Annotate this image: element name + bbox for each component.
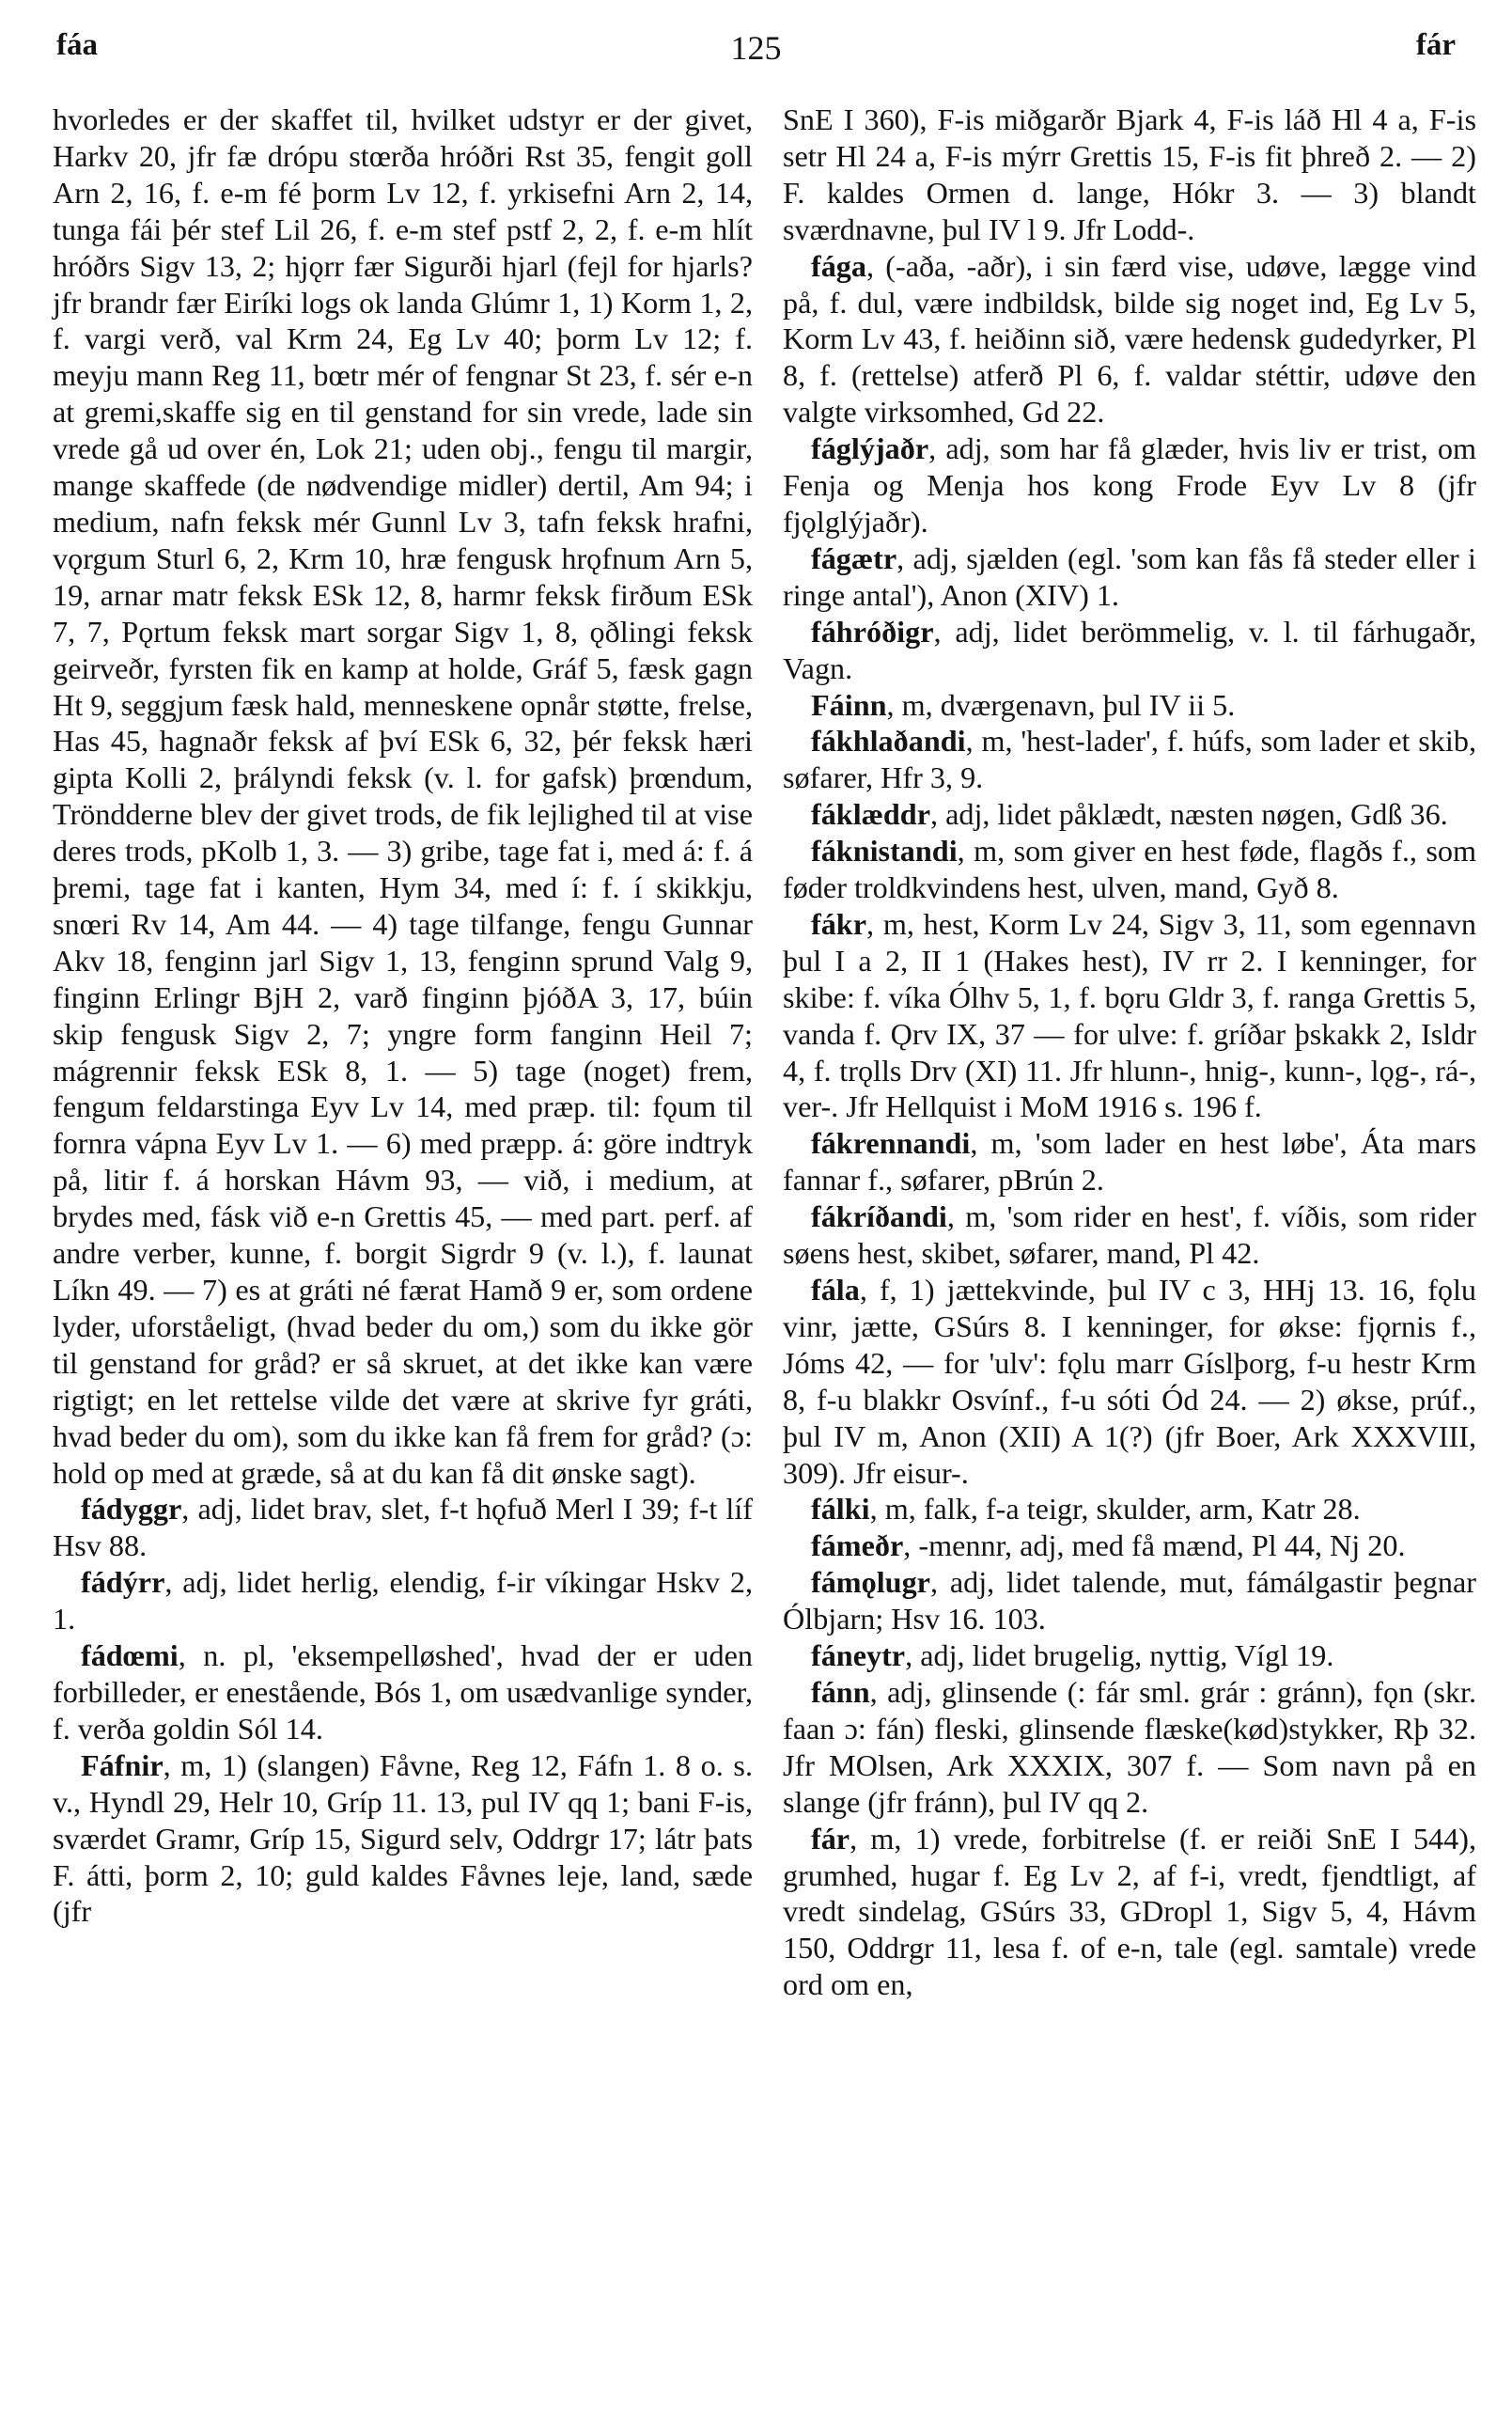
left-guide-word: fáa bbox=[56, 28, 98, 62]
entry-paragraph: Fáfnir, m, 1) (slangen) Fåvne, Reg 12, Fáfn 1. 8 o. s. v., Hyndl 29, Helr 10, Gríp 11. 13, pul IV qq 1; bani F-is, sværdet Gramr, Gríp 15, Sigurd selv, Oddrgr 17; látr þats F. átti, þorm 2, 10; guld kaldes Fåvnes leje, land, sæde (jfr bbox=[53, 1747, 753, 1929]
entry-paragraph: fágætr, adj, sjælden (egl. 'som kan fås få steder eller i ringe antal'), Anon (XIV) 1. bbox=[783, 540, 1476, 612]
entry-paragraph: fáhróðigr, adj, lidet berömmelig, v. l. til fárhugaðr, Vagn. bbox=[783, 614, 1476, 685]
headword: fár bbox=[811, 1821, 850, 1855]
entry-paragraph: fámeðr, -mennr, adj, med få mænd, Pl 44, Nj 20. bbox=[811, 1528, 1406, 1563]
entry-paragraph: hvorledes er der skaffet til, hvilket udstyr er der givet, Harkv 20, jfr fæ drópu stœrða hróðri Rst 35, fengit goll Arn 2, 16, f. e-m fé þorm Lv 12, f. yrkisefni Arn 2, 14, tunga fái þér stef Lil 26, f. e-m stef pstf 2, 2, f. e-m hlít hróðrs Sigv 13, 2; hjǫrr fær Sigurði hjarl (fejl for hjarls? jfr brandr fær Eiríki logs ok landa Glúmr 1, 1) Korm 1, 2, f. vargi verð, val Krm 24, Eg Lv 40; þorm Lv 12; f. meyju mann Reg 11, bœtr mér of fengnar St 23, f. sér e-n at gremi,skaffe sig en til genstand for sin vrede, lade sin vrede gå ud over én, Lok 21; uden obj., fengu til margir, mange skaffede (de nødvendige midler) dertil, Am 94; i medium, nafn feksk mér Gunnl Lv 3, tafn feksk hrafni, vǫrgum Sturl 6, 2, Krm 10, hræ fengusk hrǫfnum Arn 5, 19, arnar matr feksk ESk 12, 8, harmr feksk firðum ESk 7, 7, Pǫrtum feksk mart sorgar Sigv 1, 8, ǫðlingi feksk geirveðr, fyrsten fik en kamp at holde, Gráf 5, fæsk gagn Ht 9, seggjum fæsk hald, menneskene opnår støtte, frelse, Has 45, hagnaðr feksk af því ESk 6, 32, þér feksk hæri gipta Kolli 2, þrályndi feksk (v. l. for gafsk) þrœndum, Tröndderne blev der givet trods, de fik lejlighed til at vise deres trods, pKolb 1, 3. — 3) gribe, tage fat i, med á: f. á þremi, tage fat i kanten, Hym 34, med í: f. í skikkju, snœri Rv 14, Am 44. — 4) tage tilfange, fengu Gunnar Akv 18, fenginn jarl Sigv 1, 13, fenginn sprund Valg 9, finginn Erlingr BjH 2, varð finginn þjóðA 3, 17, búin skip fengusk Sigv 2, 7; yngre form fanginn Heil 7; mágrennir feksk ESk 8, 1. — 5) tage (noget) frem, fengum feldarstinga Eyv Lv 14, med præp. til: fǫum til fornra vápna Eyv Lv 1. — 6) med præpp. á: göre indtryk på, litir f. á horskan Hávm 93, — við, i medium, at brydes med, fásk við e-n Grettis 45, — med part. perf. af andre verber, kunne, f. borgit Sigrdr 9 (v. l.), f. launat Líkn 49. — 7) es at gráti né færat Hamð 9 er, som ordene lyder, uforståeligt, (hvad beder du om,) som du ikke gör til genstand for gråd? er så skruet, at det ikke kan være rigtigt; en let rettelse vilde det være at skrive fyr gráti, hvad beder du om), som du ikke kan få frem for gråd? (ɔ: hold op med at græde, så at du kan få dit ønske sagt). bbox=[53, 102, 753, 1490]
entry-paragraph: fákr, m, hest, Korm Lv 24, Sigv 3, 11, som egennavn þul I a 2, II 1 (Hakes hest), IV rr 2. I kenninger, for skibe: f. víka Ólhv 5, 1, f. bǫru Gldr 3, f. ranga Grettis 5, vanda f. Ǫrv IX, 37 — for ulve: f. gríðar þskakk 2, Isldr 4, f. trǫlls Drv (XI) 11. Jfr hlunn-, hnig-, kunn-, lǫg-, rá-, ver-. Jfr Hellquist i MoM 1916 s. 196 f. bbox=[783, 906, 1476, 1124]
entry-paragraph: fákrennandi, m, 'som lader en hest løbe', Áta mars fannar f., søfarer, pBrún 2. bbox=[783, 1126, 1476, 1198]
entry-paragraph: fánn, adj, glinsende (: fár sml. grár : gránn), fǫn (skr. faan ɔ: fán) fleski, glinsende flæske(kød)stykker, Rþ 32. Jfr MOlsen, Ark XXXIX, 307 f. — Som navn på en slange (jfr fránn), þul IV qq 2. bbox=[783, 1674, 1476, 1819]
entry-paragraph: fálki, m, falk, f-a teigr, skulder, arm, Katr 28. bbox=[811, 1492, 1361, 1527]
headword: fákríðandi bbox=[811, 1199, 947, 1234]
headword: fálki bbox=[811, 1492, 870, 1527]
headword: fáknistandi bbox=[811, 834, 958, 869]
entry-paragraph: fága, (-aða, -aðr), i sin færd vise, udøve, lægge vind på, f. dul, være indbildsk, bilde sig noget ind, Eg Lv 5, Korm Lv 43, f. heiðinn sið, være hedensk gudedyrker, Pl 8, f. (rettelse) atferð Pl 6, f. valdar stéttir, udøve den valgte virksomhed, Gd 22. bbox=[783, 248, 1476, 430]
headword: fágætr bbox=[811, 540, 897, 575]
headword: fáglýjaðr bbox=[811, 431, 929, 466]
entry-paragraph: Fáinn, m, dværgenavn, þul IV ii 5. bbox=[811, 687, 1236, 722]
headword: fámǫlugr bbox=[811, 1565, 930, 1600]
left-column bbox=[53, 102, 753, 1930]
right-guide-word: fár bbox=[1415, 28, 1456, 62]
entry-paragraph: fáneytr, adj, lidet brugelig, nyttig, Vígl 19. bbox=[811, 1638, 1334, 1673]
headword: fánn bbox=[811, 1674, 870, 1709]
headword: fáhróðigr bbox=[811, 614, 934, 649]
entry-paragraph: fádýrr, adj, lidet herlig, elendig, f-ir víkingar Hskv 2, 1. bbox=[53, 1565, 753, 1636]
entry-paragraph: fádyggr, adj, lidet brav, slet, f-t hǫfuð Merl I 39; f-t líf Hsv 88. bbox=[53, 1492, 753, 1563]
entry-paragraph: fádœmi, n. pl, 'eksempelløshed', hvad der er uden forbilleder, er enestående, Bós 1, om usædvanlige synder, f. verða goldin Sól 14. bbox=[53, 1638, 753, 1746]
headword: fádýrr bbox=[81, 1565, 165, 1600]
headword: fákhlaðandi bbox=[811, 724, 966, 759]
headword: fámeðr bbox=[811, 1528, 904, 1563]
entry-paragraph: fákríðandi, m, 'som rider en hest', f. víðis, som rider søens hest, skibet, søfarer, mand, Pl 42. bbox=[783, 1199, 1476, 1271]
headword: fáklæddr bbox=[811, 797, 930, 832]
headword: fákr bbox=[811, 906, 866, 941]
right-column bbox=[783, 102, 1476, 2003]
headword: Fáinn bbox=[811, 687, 887, 722]
headword: fádœmi bbox=[81, 1638, 179, 1673]
headword: fáneytr bbox=[811, 1638, 906, 1673]
headword: fádyggr bbox=[81, 1492, 182, 1527]
entry-paragraph: SnE I 360), F-is miðgarðr Bjark 4, F-is láð Hl 4 a, F-is setr Hl 24 a, F-is mýrr Grettis 15, F-is fit þhreð 2. — 2) F. kaldes Ormen d. lange, Hókr 3. — 3) blandt sværdnavne, þul IV l 9. Jfr Lodd-. bbox=[783, 102, 1476, 246]
entry-paragraph: fáknistandi, m, som giver en hest føde, flagðs f., som føder troldkvindens hest, ulven, mand, Gyð 8. bbox=[783, 834, 1476, 905]
entry-paragraph: fáglýjaðr, adj, som har få glæder, hvis liv er trist, om Fenja og Menja hos kong Frode Eyv Lv 8 (jfr fjǫlglýjaðr). bbox=[783, 431, 1476, 539]
entry-paragraph: fár, m, 1) vrede, forbitrelse (f. er reiði SnE I 544), grumhed, hugar f. Eg Lv 2, af f-i, vredt, fjendtligt, af vredt sindelag, GSúrs 33, GDropl 1, Sigv 5, 4, Hávm 150, Oddrgr 11, lesa f. of e-n, tale (egl. samtale) vrede ord om en, bbox=[783, 1821, 1476, 2002]
headword: fála bbox=[811, 1273, 860, 1307]
entry-paragraph: fákhlaðandi, m, 'hest-lader', f. húfs, som lader et skib, søfarer, Hfr 3, 9. bbox=[783, 724, 1476, 795]
entry-paragraph: fála, f, 1) jættekvinde, þul IV c 3, HHj 13. 16, fǫlu vinr, jætte, GSúrs 8. I kenninger, for økse: fjǫrnis f., Jóms 42, — for 'ulv': fǫlu marr Gíslþorg, f-u hestr Krm 8, f-u blakkr Osvínf., f-u sóti Ód 24. — 2) økse, prúf., þul IV m, Anon (XII) A 1(?) (jfr Boer, Ark XXXVIII, 309). Jfr eisur-. bbox=[783, 1273, 1476, 1490]
entry-paragraph: fáklæddr, adj, lidet påklædt, næsten nøgen, Gdß 36. bbox=[811, 797, 1448, 832]
page-number: 125 bbox=[730, 29, 782, 67]
entry-paragraph: fámǫlugr, adj, lidet talende, mut, fámálgastir þegnar Ólbjarn; Hsv 16. 103. bbox=[783, 1565, 1476, 1636]
headword: fákrennandi bbox=[811, 1126, 971, 1161]
headword: Fáfnir bbox=[81, 1747, 164, 1782]
headword: fága bbox=[811, 248, 866, 283]
page-header bbox=[56, 28, 1456, 73]
